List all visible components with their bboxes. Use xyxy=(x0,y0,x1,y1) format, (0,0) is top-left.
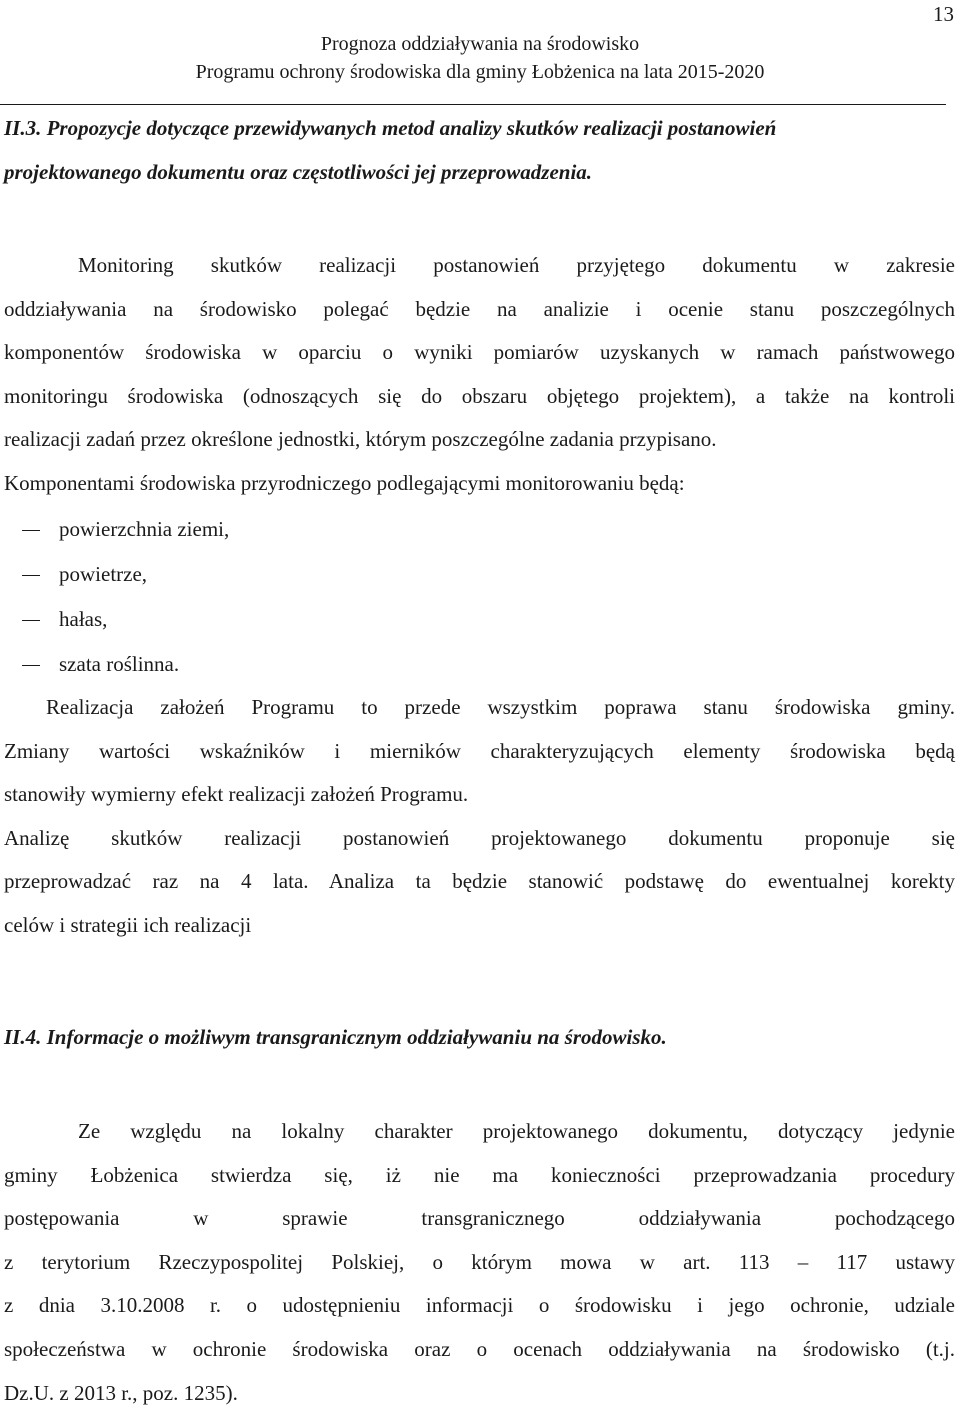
heading-line: projektowanego dokumentu oraz częstotliwości jej przeprowadzenia. xyxy=(4,160,593,184)
paragraph-line: z dnia 3.10.2008 r. o udostępnieniu informacji o środowisku i jego ochronie, udziale xyxy=(4,1293,955,1318)
paragraph-transboundary xyxy=(4,1110,955,1415)
paragraph-line: Dz.U. z 2013 r., poz. 1235). xyxy=(4,1380,238,1405)
paragraph-line: Ze względu na lokalny charakter projektowanego dokumentu, dotyczący jedynie xyxy=(78,1119,955,1143)
dash-bullet xyxy=(22,665,40,666)
paragraph-line: społeczeństwa w ochronie środowiska oraz o ocenach oddziaływania na środowisko (t.j. xyxy=(4,1336,955,1361)
paragraph-line: Realizacja założeń Programu to przede wszystkim poprawa stanu środowiska gminy. xyxy=(46,695,955,719)
paragraph-monitoring xyxy=(4,244,955,506)
header-line-1: Prognoza oddziaływania na środowisko xyxy=(320,33,640,55)
paragraph-line: celów i strategii ich realizacji xyxy=(4,912,252,937)
paragraph-line: Monitoring skutków realizacji postanowień przyjętego dokumentu w zakresie xyxy=(78,253,955,277)
dash-bullet xyxy=(22,620,40,621)
heading-line: II.3. Propozycje dotyczące przewidywanych metod analizy skutków realizacji postanowień xyxy=(4,116,777,140)
paragraph-line: z terytorium Rzeczypospolitej Polskiej, o którym mowa w art. 113 – 117 ustawy xyxy=(4,1249,955,1274)
paragraph-line: przeprowadzać raz na 4 lata. Analiza ta będzie stanowić podstawę do ewentualnej korekty xyxy=(4,869,955,894)
dash-bullet xyxy=(22,530,40,531)
paragraph-line: postępowania w sprawie transgranicznego oddziaływania pochodzącego xyxy=(4,1206,955,1231)
paragraph-line: Komponentami środowiska przyrodniczego podlegającymi monitorowaniu będą: xyxy=(4,470,685,495)
heading-line: II.4. Informacje o możliwym transgranicznym oddziaływaniu na środowisko. xyxy=(4,1025,667,1049)
list-item: szata roślinna. xyxy=(22,642,229,687)
list-item: powierzchnia ziemi, xyxy=(22,507,229,552)
header-divider xyxy=(0,104,946,105)
dash-bullet xyxy=(22,575,40,576)
components-list xyxy=(22,507,229,687)
section-heading-2-3 xyxy=(4,106,958,194)
list-item: hałas, xyxy=(22,597,229,642)
paragraph-line: stanowiły wymierny efekt realizacji założeń Programu. xyxy=(4,782,469,807)
list-item: powietrze, xyxy=(22,552,229,597)
paragraph-realization xyxy=(4,686,955,948)
header-line-2: Programu ochrony środowiska dla gminy Łobżenica na lata 2015-2020 xyxy=(195,61,765,83)
section-heading-2-4 xyxy=(4,1015,958,1059)
paragraph-line: Zmiany wartości wskaźników i mierników charakteryzujących elementy środowiska będą xyxy=(4,738,955,763)
page-header xyxy=(0,30,960,86)
paragraph-line: realizacji zadań przez określone jednostki, którym poszczególne zadania przypisano. xyxy=(4,427,717,452)
paragraph-line: oddziaływania na środowisko polegać będzie na analizie i ocenie stanu poszczególnych xyxy=(4,296,955,321)
page-number: 13 xyxy=(933,2,954,26)
paragraph-line: komponentów środowiska w oparciu o wyniki pomiarów uzyskanych w ramach państwowego xyxy=(4,340,955,365)
paragraph-line: gminy Łobżenica stwierdza się, iż nie ma konieczności przeprowadzania procedury xyxy=(4,1162,955,1187)
paragraph-line: Analizę skutków realizacji postanowień projektowanego dokumentu proponuje się xyxy=(4,825,955,850)
paragraph-line: monitoringu środowiska (odnoszących się do obszaru objętego projektem), a także na kontroli xyxy=(4,383,955,408)
